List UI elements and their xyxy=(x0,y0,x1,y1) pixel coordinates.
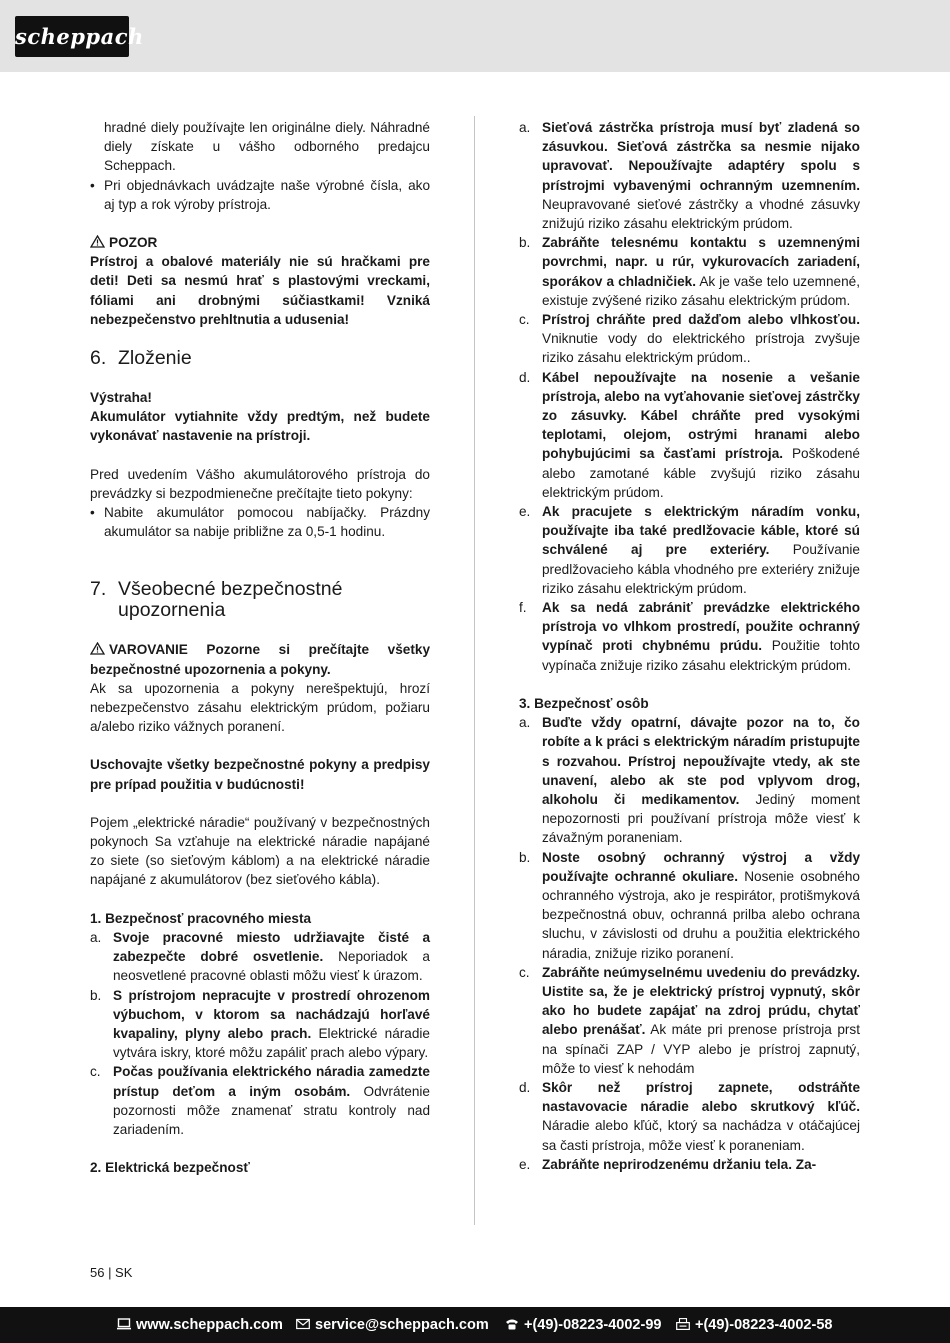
subsection-1-heading: 1. Bezpečnosť pracovného miesta xyxy=(90,910,312,926)
footer-email[interactable]: service@scheppach.com xyxy=(296,1316,489,1334)
footer-phone[interactable]: +(49)-08223-4002-99 xyxy=(505,1316,661,1334)
section-7-heading: 7. Všeobecné bezpečnostné upozornenia xyxy=(90,578,343,622)
mail-icon xyxy=(296,1318,310,1330)
list-item: b. Noste osobný ochranný výstroj a vždy používajte ochranné okuliare. Nosenie osobného ochranného výstroja, ako je respirátor, protišmyková bezpečnostná obuv, ochranná prilba alebo ochrana sluchu, v závislosti od druhu a použitia elektrického náradia, znižuje riziko poranení. xyxy=(519,849,860,961)
phone-icon xyxy=(505,1318,519,1330)
left-column xyxy=(90,118,430,1177)
list-item: c. Zabráňte neúmyselnému uvedeniu do prevádzky. Uistite sa, že je elektrický prístroj vypnutý, skôr ako ho budete zapájať na zdroj prúdu, chytať alebo prenášať. Ak máte pri prenose prístroja prst na spínači ZAP / VYP alebo je prístroj zapnutý, môže to viesť k nehodám xyxy=(519,964,860,1076)
uschovajte-text: Uschovajte všetky bezpečnostné pokyny a predpisy pre prípad použitia v budúcnosti! xyxy=(90,757,430,792)
page-footer xyxy=(0,1307,950,1343)
list-item: b. Zabráňte telesnému kontaktu s uzemnenými povrchmi, napr. u rúr, vykurovacích zariadení, sporákov a chladničiek. Ak je vaše telo uzemnené, existuje zvýšené riziko zásahu elektrickým prúdom. xyxy=(519,235,861,308)
list-item: c. Počas používania elektrického náradia zamedzte prístup deťom a iným osobám. Odvrátenie pozornosti môže znamenať stratu kontroly nad zariadením. xyxy=(90,1064,430,1137)
pozor-heading: POZOR xyxy=(90,233,430,252)
footer-website[interactable]: www.scheppach.com xyxy=(117,1316,283,1334)
varovanie-text: Ak sa upozornenia a pokyny nerešpektujú, hrozí nebezpečenstvo zásahu elektrickým prúdom, požiaru a/alebo riziko vážnych poranení. xyxy=(90,680,430,735)
list-item: d. Kábel nepoužívajte na nosenie a vešanie prístroja, alebo na vyťahovanie sieťovej zástrčky zo zásuvky. Kábel chráňte pred vysokými teplotami, olejom, ostrými hranami alebo pohybujúcimi sa časťami prístroja. Poškodené alebo zamotané káble zvyšujú riziko zásahu elektrickým prúdom. xyxy=(519,369,860,500)
list-item: a. Svoje pracovné miesto udržiavajte čisté a zabezpečte dobré osvetlenie. Neporiadok a neosvetlené pracovné oblasti môžu viesť k úrazom. xyxy=(90,929,430,984)
intro-continuation: hradné diely používajte len originálne diely. Náhradné diely získate u vášho odborného predajcu Scheppach. xyxy=(104,120,430,174)
scheppach-logo: scheppach xyxy=(15,16,129,57)
fax-icon xyxy=(676,1318,690,1330)
subsection-2-heading: 2. Elektrická bezpečnosť xyxy=(90,1160,250,1176)
right-column xyxy=(519,118,860,1174)
list-item: e. Ak pracujete s elektrickým náradím vonku, používajte iba také predlžovacie káble, ktoré sú schválené aj pre exteriéry. Používanie predlžovacieho kábla vhodného pre exteriéry znižuje riziko zásahu elektrickým prúdom. xyxy=(519,504,860,596)
pojem-text: Pojem „elektrické náradie“ používaný v bezpečnostných pokynoch Sa vzťahuje na elektrické náradie napájané zo siete (so sieťovým káblom) a na elektrické náradie napájané z akumulátorov (bez sieťového kábla). xyxy=(90,814,430,888)
warning-icon xyxy=(90,642,105,655)
intro-bullet: • Pri objednávkach uvádzajte naše výrobné čísla, ako aj typ a rok výroby prístroja. xyxy=(90,176,430,214)
section-6-heading: 6. Zloženie xyxy=(90,347,192,370)
list-item: d. Skôr než prístroj zapnete, odstráňte nastavovacie náradie alebo skrutkový kľúč. Náradie alebo kľúč, ktorý sa nachádza v otáčajúcej sa časti prístroja, môže viesť k poraneniam. xyxy=(519,1079,860,1153)
varovanie-heading: VAROVANIE Pozorne si prečítajte všetky bezpečnostné upozornenia a pokyny. xyxy=(90,642,430,677)
list-item: a. Buďte vždy opatrní, dávajte pozor na to, čo robíte a k práci s elektrickým náradím pristupujte s rozvahou. Prístroj nepoužívajte vtedy, ak ste unavení, alebo ak ste pod vplyvom drog, alkoholu či medikamentov. Jediný moment nepozornosti pri používaní prístroja môže viesť k závažným poraneniam. xyxy=(519,715,860,846)
footer-fax[interactable]: +(49)-08223-4002-58 xyxy=(676,1316,832,1334)
warning-icon xyxy=(90,235,105,248)
vystraha-heading: Výstraha! xyxy=(90,390,152,406)
computer-icon xyxy=(117,1318,131,1330)
pozor-text: Prístroj a obalové materiály nie sú hračkami pre deti! Deti sa nesmú hrať s plastovými vreckami, fóliami ani drobnými súčiastkami! Vzniká nebezpečenstvo prehltnutia a udusenia! xyxy=(90,254,430,327)
page-header xyxy=(0,0,950,72)
list-item: e. Zabráňte neprirodzenému držaniu tela. Za- xyxy=(519,1156,817,1172)
list-item: f. Ak sa nedá zabrániť prevádzke elektrického prístroja vo vlhkom prostredí, použite ochranný vypínač proti chybnému prúdu. Použitie tohto vypínača znižuje riziko zásahu elektrickým prúdom. xyxy=(519,600,860,673)
subsection-3-heading: 3. Bezpečnosť osôb xyxy=(519,695,649,711)
vystraha-text: Akumulátor vytiahnite vždy predtým, než budete vykonávať nastavenie na prístroji. xyxy=(90,409,430,444)
column-divider xyxy=(474,116,475,1225)
list-item: a. Sieťová zástrčka prístroja musí byť zladená so zásuvkou. Sieťová zástrčka sa nesmie nijako upravovať. Nepoužívajte adaptéry spolu s prístrojmi vybavenými ochranným uzemnením. Neupravované sieťové zástrčky a vhodné zásuvky znižujú riziko zásahu elektrickým prúdom. xyxy=(519,120,860,232)
list-item: b. S prístrojom nepracujte v prostredí ohrozenom výbuchom, v ktorom sa nachádzajú horľavé kvapaliny, plyny alebo prach. Elektrické náradie vytvára iskry, ktoré môžu zapáliť prach alebo výpary. xyxy=(90,987,430,1061)
section-6-text: Pred uvedením Vášho akumulátorového prístroja do prevádzky si bezpodmienečne prečítajte tieto pokyny: xyxy=(90,466,430,501)
page-number: 56 | SK xyxy=(90,1265,133,1280)
section-6-bullet: • Nabite akumulátor pomocou nabíjačky. Prázdny akumulátor sa nabije približne za 0,5-1 hodinu. xyxy=(90,503,430,541)
list-item: c. Prístroj chráňte pred dažďom alebo vlhkosťou. Vniknutie vody do elektrického prístroja zvyšuje riziko zásahu elektrickým prúdom.. xyxy=(519,312,860,366)
